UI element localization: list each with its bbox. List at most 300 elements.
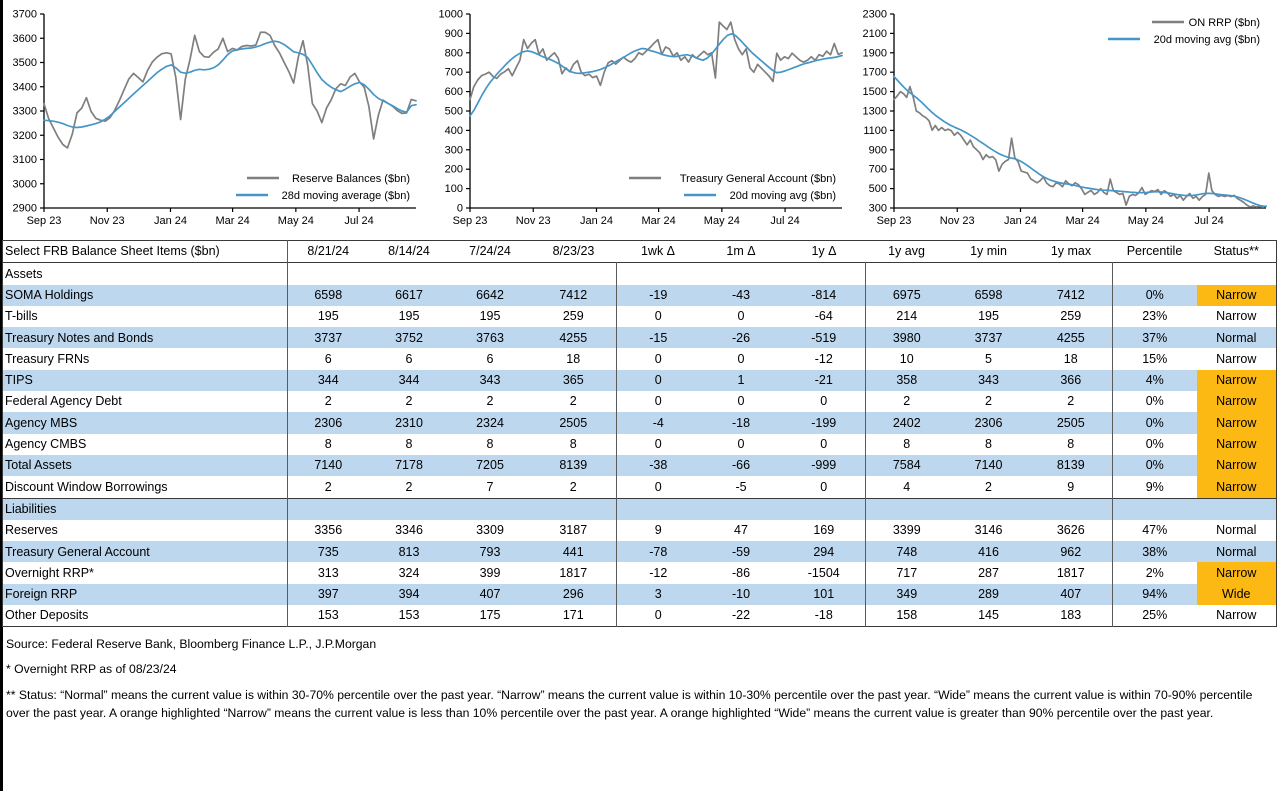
value-cell xyxy=(1030,498,1113,520)
value-cell: 7412 xyxy=(1030,285,1113,306)
value-cell: 195 xyxy=(479,309,501,324)
value-cell: 717 xyxy=(896,565,918,580)
y-axis-tick-label: 1700 xyxy=(862,66,887,79)
value-cell: 9% xyxy=(1145,479,1164,494)
y-axis-tick-label: 3500 xyxy=(12,57,37,69)
value-cell: -38 xyxy=(649,458,668,473)
value-cell: -43 xyxy=(731,287,751,302)
value-cell: 3737 xyxy=(974,330,1003,345)
row-label: Federal Agency Debt xyxy=(3,391,288,412)
value-cell: 4% xyxy=(1145,373,1164,388)
value-cell: 2 xyxy=(531,476,617,498)
value-cell: 399 xyxy=(479,565,501,580)
value-cell: 0 xyxy=(654,394,662,409)
value-cell: 349 xyxy=(896,587,918,602)
value-cell: 7205 xyxy=(476,458,504,473)
status-cell: Wide xyxy=(1197,584,1277,605)
column-header: 1y min xyxy=(970,244,1007,259)
value-cell: 3 xyxy=(654,587,662,602)
value-cell: 9 xyxy=(654,523,662,538)
value-cell: 6642 xyxy=(476,287,504,302)
value-cell: 0 xyxy=(654,351,662,366)
value-cell: 8 xyxy=(324,437,332,452)
value-cell: 962 xyxy=(1030,541,1113,562)
row-label: Agency CMBS xyxy=(3,434,288,455)
legend-label: 20d moving avg ($bn) xyxy=(729,190,836,202)
value-cell: 6617 xyxy=(395,287,423,302)
value-cell: 3763 xyxy=(476,330,504,345)
value-cell: 259 xyxy=(1030,306,1113,327)
x-axis-tick-label: Mar 24 xyxy=(215,215,250,227)
y-axis-tick-label: 200 xyxy=(444,163,463,176)
status-cell: Narrow xyxy=(1197,412,1277,433)
status-cell: Normal xyxy=(1216,544,1257,559)
value-cell: 7140 xyxy=(974,458,1003,473)
value-cell: 2310 xyxy=(395,415,423,430)
table-row xyxy=(3,391,1277,412)
value-cell: 8 xyxy=(405,437,413,452)
value-cell: 2306 xyxy=(314,415,343,430)
value-cell: 358 xyxy=(896,373,918,388)
value-cell: -26 xyxy=(731,330,751,345)
value-cell: 6 xyxy=(324,351,332,366)
column-header: 1m Δ xyxy=(726,244,756,259)
row-label: Liabilities xyxy=(3,498,288,520)
value-cell: 7584 xyxy=(892,458,921,473)
value-cell: 6975 xyxy=(892,287,921,302)
series-line-treasury-general-account xyxy=(470,22,842,99)
value-cell: 0 xyxy=(783,434,866,455)
value-cell: 2306 xyxy=(974,415,1003,430)
y-axis-tick-label: 400 xyxy=(444,124,463,137)
table-title: Select FRB Balance Sheet Items ($bn) xyxy=(3,241,288,263)
row-label: Reserves xyxy=(3,520,288,541)
value-cell: 3346 xyxy=(395,523,423,538)
column-header: 7/24/24 xyxy=(469,244,511,259)
y-axis-tick-label: 2300 xyxy=(862,8,887,21)
value-cell: 0 xyxy=(783,391,866,412)
value-cell: 8 xyxy=(486,437,494,452)
value-cell: 195 xyxy=(317,309,339,324)
value-cell: 2 xyxy=(324,394,332,409)
y-axis-tick-label: 900 xyxy=(868,144,887,157)
value-cell: 394 xyxy=(398,587,420,602)
value-cell: 145 xyxy=(978,608,999,623)
legend-label: 28d moving average ($bn) xyxy=(281,190,410,202)
table-row xyxy=(3,412,1277,433)
value-cell: 0 xyxy=(737,309,745,324)
value-cell: 10 xyxy=(899,351,914,366)
series-line-reserve-balances xyxy=(44,41,416,127)
row-label: Overnight RRP* xyxy=(3,562,288,583)
value-cell: 2 xyxy=(405,479,413,494)
value-cell: 344 xyxy=(317,373,339,388)
status-cell: Normal xyxy=(1216,523,1257,538)
value-cell xyxy=(783,498,866,520)
value-cell: 0% xyxy=(1145,437,1164,452)
chart-svg-on-rrp xyxy=(854,6,1276,234)
y-axis-tick-label: 900 xyxy=(444,27,463,40)
x-axis-tick-label: Sep 23 xyxy=(452,215,488,227)
y-axis-tick-label: 2900 xyxy=(12,202,37,215)
value-cell: 7140 xyxy=(314,458,343,473)
series-line-on-rrp xyxy=(894,77,1266,207)
value-cell: 0 xyxy=(737,394,745,409)
value-cell: 289 xyxy=(978,587,999,602)
value-cell xyxy=(288,498,369,520)
value-cell: 0 xyxy=(654,608,662,623)
value-cell xyxy=(617,263,700,285)
value-cell: 2505 xyxy=(1030,412,1113,433)
row-label: T-bills xyxy=(3,306,288,327)
value-cell: 2% xyxy=(1145,565,1164,580)
value-cell: 214 xyxy=(896,309,918,324)
table-row xyxy=(3,605,1277,627)
value-cell: 5 xyxy=(985,351,992,366)
value-cell: -15 xyxy=(649,330,668,345)
value-cell: 407 xyxy=(479,587,501,602)
status-cell xyxy=(1197,498,1277,520)
value-cell: 7178 xyxy=(395,458,423,473)
footnote-overnight-rrp: * Overnight RRP as of 08/23/24 xyxy=(6,662,177,677)
table-row xyxy=(3,562,1277,583)
value-cell: 0 xyxy=(654,479,662,494)
value-cell: 1817 xyxy=(531,562,617,583)
x-axis-tick-label: May 24 xyxy=(1127,215,1164,227)
row-label: Treasury General Account xyxy=(3,541,288,562)
value-cell: 6598 xyxy=(974,287,1003,302)
x-axis-tick-label: Jul 24 xyxy=(770,215,800,227)
y-axis-tick-label: 500 xyxy=(868,183,887,196)
table-row xyxy=(3,476,1277,498)
status-cell: Narrow xyxy=(1216,351,1257,366)
table-row xyxy=(3,306,1277,327)
value-cell: 8 xyxy=(985,437,992,452)
value-cell: 6598 xyxy=(314,287,343,302)
value-cell: 3309 xyxy=(476,523,504,538)
value-cell: 15% xyxy=(1142,351,1168,366)
status-cell: Narrow xyxy=(1197,434,1277,455)
value-cell xyxy=(948,498,1030,520)
row-label: Total Assets xyxy=(3,455,288,476)
value-cell: 287 xyxy=(978,565,999,580)
status-cell: Narrow xyxy=(1197,391,1277,412)
value-cell: 3399 xyxy=(892,523,921,538)
value-cell: 2324 xyxy=(476,415,504,430)
value-cell: 748 xyxy=(896,544,918,559)
value-cell: -999 xyxy=(783,455,866,476)
value-cell: -1504 xyxy=(783,562,866,583)
value-cell: 18 xyxy=(531,348,617,369)
row-label: Agency MBS xyxy=(3,412,288,433)
y-axis-tick-label: 1000 xyxy=(438,8,463,21)
value-cell: 2 xyxy=(985,479,992,494)
x-axis-tick-label: Nov 23 xyxy=(939,215,975,227)
table-row xyxy=(3,348,1277,369)
value-cell: 169 xyxy=(783,520,866,541)
value-cell: 3626 xyxy=(1030,520,1113,541)
value-cell: 324 xyxy=(398,565,420,580)
y-axis-tick-label: 500 xyxy=(444,105,463,118)
value-cell: 8139 xyxy=(531,455,617,476)
value-cell: 9 xyxy=(1030,476,1113,498)
series-line-on-rrp xyxy=(894,87,1266,208)
value-cell: 2505 xyxy=(531,412,617,433)
value-cell: 2 xyxy=(486,394,494,409)
value-cell xyxy=(1113,498,1197,520)
y-axis-tick-label: 0 xyxy=(456,202,463,215)
value-cell xyxy=(450,498,531,520)
column-header: 1y Δ xyxy=(811,244,837,259)
value-cell: 4255 xyxy=(1030,327,1113,348)
row-label: Foreign RRP xyxy=(3,584,288,605)
table-row xyxy=(3,327,1277,348)
y-axis-tick-label: 1100 xyxy=(863,124,887,137)
row-label: Treasury FRNs xyxy=(3,348,288,369)
x-axis-tick-label: Nov 23 xyxy=(515,215,551,227)
x-axis-tick-label: Jan 24 xyxy=(579,215,613,227)
y-axis-tick-label: 100 xyxy=(444,183,463,196)
x-axis-tick-label: Mar 24 xyxy=(1065,215,1100,227)
x-axis-tick-label: Jul 24 xyxy=(344,215,374,227)
value-cell: 344 xyxy=(398,373,420,388)
value-cell: 23% xyxy=(1142,309,1168,324)
table-row xyxy=(3,285,1277,306)
value-cell: 3980 xyxy=(892,330,921,345)
value-cell: 6 xyxy=(405,351,413,366)
value-cell: 3187 xyxy=(531,520,617,541)
value-cell: 813 xyxy=(398,544,420,559)
x-axis-tick-label: May 24 xyxy=(703,215,740,227)
value-cell: 101 xyxy=(783,584,866,605)
value-cell: 195 xyxy=(398,309,420,324)
y-axis-tick-label: 1900 xyxy=(862,47,887,60)
row-label: TIPS xyxy=(3,370,288,391)
value-cell: -22 xyxy=(731,608,751,623)
value-cell: 259 xyxy=(531,306,617,327)
value-cell: 3146 xyxy=(974,523,1003,538)
column-header: 1y max xyxy=(1050,244,1092,259)
value-cell: -78 xyxy=(649,544,668,559)
value-cell: 343 xyxy=(479,373,501,388)
value-cell: 4 xyxy=(903,479,911,494)
value-cell: 38% xyxy=(1142,544,1168,559)
value-cell: 2 xyxy=(1030,391,1113,412)
value-cell: 18 xyxy=(1030,348,1113,369)
value-cell: 0% xyxy=(1145,458,1164,473)
table-row xyxy=(3,455,1277,476)
table-row xyxy=(3,263,1277,285)
row-label: SOMA Holdings xyxy=(3,285,288,306)
value-cell xyxy=(700,498,783,520)
value-cell: 1 xyxy=(737,373,745,388)
value-cell xyxy=(700,263,783,285)
value-cell: -19 xyxy=(649,287,668,302)
value-cell: 171 xyxy=(531,605,617,627)
value-cell: 3737 xyxy=(314,330,343,345)
value-cell: 175 xyxy=(479,608,501,623)
value-cell: 793 xyxy=(479,544,501,559)
table-row xyxy=(3,370,1277,391)
x-axis-tick-label: May 24 xyxy=(277,215,314,227)
value-cell: -18 xyxy=(731,415,751,430)
value-cell: 25% xyxy=(1142,608,1168,623)
value-cell: 153 xyxy=(398,608,420,623)
value-cell: 397 xyxy=(317,587,339,602)
x-axis-tick-label: Sep 23 xyxy=(26,215,62,227)
value-cell: 0 xyxy=(654,437,662,452)
x-axis-tick-label: Mar 24 xyxy=(641,215,676,227)
value-cell: 37% xyxy=(1142,330,1168,345)
value-cell xyxy=(866,263,948,285)
y-axis-tick-label: 300 xyxy=(444,144,463,157)
value-cell xyxy=(288,263,369,285)
column-header: 8/23/23 xyxy=(552,244,595,259)
value-cell: -4 xyxy=(652,415,664,430)
column-header: Percentile xyxy=(1126,244,1183,259)
source-note: Source: Federal Reserve Bank, Bloomberg Finance L.P., J.P.Morgan xyxy=(6,637,377,651)
value-cell: 8 xyxy=(1030,434,1113,455)
y-axis-tick-label: 3100 xyxy=(12,154,37,166)
y-axis-tick-label: 3200 xyxy=(12,129,37,142)
status-cell: Narrow xyxy=(1216,608,1257,623)
value-cell: -10 xyxy=(731,587,751,602)
value-cell: 294 xyxy=(783,541,866,562)
x-axis-tick-label: Jul 24 xyxy=(1194,215,1224,227)
value-cell xyxy=(531,498,617,520)
y-axis-tick-label: 3700 xyxy=(12,8,37,21)
value-cell xyxy=(369,498,450,520)
x-axis-tick-label: Jan 24 xyxy=(153,215,187,227)
value-cell: 0 xyxy=(737,351,745,366)
value-cell: 195 xyxy=(978,309,999,324)
status-cell: Narrow xyxy=(1197,476,1277,498)
value-cell: 0% xyxy=(1145,415,1164,430)
value-cell: -86 xyxy=(731,565,751,580)
value-cell: 47% xyxy=(1142,523,1168,538)
value-cell: -5 xyxy=(735,479,747,494)
footnotes xyxy=(6,635,1274,729)
column-header: Status** xyxy=(1213,244,1259,259)
value-cell: 296 xyxy=(531,584,617,605)
value-cell xyxy=(948,263,1030,285)
table-row xyxy=(3,541,1277,562)
legend-label: Treasury General Account ($bn) xyxy=(679,173,836,185)
value-cell: 8 xyxy=(903,437,911,452)
column-header: 1wk Δ xyxy=(640,244,676,259)
y-axis-tick-label: 1300 xyxy=(862,105,887,118)
status-cell xyxy=(1197,263,1277,285)
table-row xyxy=(3,584,1277,605)
value-cell: -814 xyxy=(783,285,866,306)
y-axis-tick-label: 600 xyxy=(444,86,463,99)
chart-reserve-balances xyxy=(4,6,426,234)
series-line-reserve-balances xyxy=(44,32,416,148)
value-cell: 6 xyxy=(486,351,494,366)
value-cell: 441 xyxy=(531,541,617,562)
value-cell: -21 xyxy=(783,370,866,391)
value-cell: 8 xyxy=(531,434,617,455)
y-axis-tick-label: 3300 xyxy=(12,105,37,118)
value-cell: 94% xyxy=(1142,587,1168,602)
value-cell: 313 xyxy=(317,565,339,580)
value-cell: -199 xyxy=(783,412,866,433)
value-cell: 4255 xyxy=(531,327,617,348)
value-cell: 0% xyxy=(1145,287,1164,302)
value-cell: 7 xyxy=(486,479,494,494)
value-cell: -12 xyxy=(649,565,668,580)
value-cell: -64 xyxy=(783,306,866,327)
chart-treasury-general-account xyxy=(430,6,852,234)
value-cell: 0 xyxy=(737,437,745,452)
table-row xyxy=(3,498,1277,520)
y-axis-tick-label: 3000 xyxy=(12,178,37,191)
chart-on-rrp xyxy=(854,6,1276,234)
value-cell: 0 xyxy=(654,309,662,324)
value-cell: 343 xyxy=(978,373,999,388)
row-label: Assets xyxy=(3,263,288,285)
value-cell: -519 xyxy=(783,327,866,348)
value-cell: 407 xyxy=(1030,584,1113,605)
y-axis-tick-label: 1500 xyxy=(862,86,887,99)
value-cell: 0% xyxy=(1145,394,1164,409)
value-cell: 3752 xyxy=(395,330,423,345)
value-cell: -66 xyxy=(731,458,751,473)
table-row xyxy=(3,434,1277,455)
y-axis-tick-label: 300 xyxy=(868,202,887,215)
legend-label: ON RRP ($bn) xyxy=(1188,17,1260,29)
footnote-status-definition: ** Status: “Normal” means the current value is within 30-70% percentile over the past year. “Narrow” means the current value is within 10-30% percentile over the past year. “Wide” means the current value is within 70-90% percentile over the past year. A orange highlighted “Narrow” means the current value is less than 10% percentile over the past year. A orange highlighted “Wide” means the current value is greater than 90% percentile over the past year. xyxy=(6,687,1253,720)
value-cell: -12 xyxy=(783,348,866,369)
value-cell: 8139 xyxy=(1030,455,1113,476)
value-cell: 2402 xyxy=(892,415,921,430)
value-cell xyxy=(1113,263,1197,285)
value-cell xyxy=(866,498,948,520)
value-cell: 0 xyxy=(783,476,866,498)
value-cell xyxy=(617,498,700,520)
legend-label: 20d moving avg ($bn) xyxy=(1153,34,1260,46)
value-cell xyxy=(783,263,866,285)
value-cell: -18 xyxy=(783,605,866,627)
y-axis-tick-label: 700 xyxy=(444,66,463,79)
value-cell: 735 xyxy=(317,544,339,559)
status-cell: Narrow xyxy=(1197,455,1277,476)
value-cell: 47 xyxy=(734,523,748,538)
value-cell: -59 xyxy=(731,544,751,559)
y-axis-tick-label: 700 xyxy=(868,163,887,176)
value-cell: 416 xyxy=(978,544,999,559)
y-axis-tick-label: 800 xyxy=(444,47,463,60)
value-cell: 153 xyxy=(317,608,339,623)
value-cell xyxy=(450,263,531,285)
status-cell: Narrow xyxy=(1197,285,1277,306)
value-cell: 365 xyxy=(531,370,617,391)
value-cell: 2 xyxy=(405,394,413,409)
chart-svg-reserve-balances xyxy=(4,6,426,234)
column-header: 8/14/24 xyxy=(388,244,430,259)
value-cell: 0 xyxy=(654,373,662,388)
y-axis-tick-label: 3400 xyxy=(12,81,37,94)
y-axis-tick-label: 3600 xyxy=(12,32,37,45)
x-axis-tick-label: Jan 24 xyxy=(1003,215,1037,227)
status-cell: Normal xyxy=(1216,330,1257,345)
x-axis-tick-label: Nov 23 xyxy=(89,215,125,227)
table-row xyxy=(3,520,1277,541)
value-cell: 2 xyxy=(903,394,911,409)
balance-sheet-table xyxy=(2,240,1277,627)
table-header-row xyxy=(3,241,1277,263)
x-axis-tick-label: Sep 23 xyxy=(876,215,912,227)
